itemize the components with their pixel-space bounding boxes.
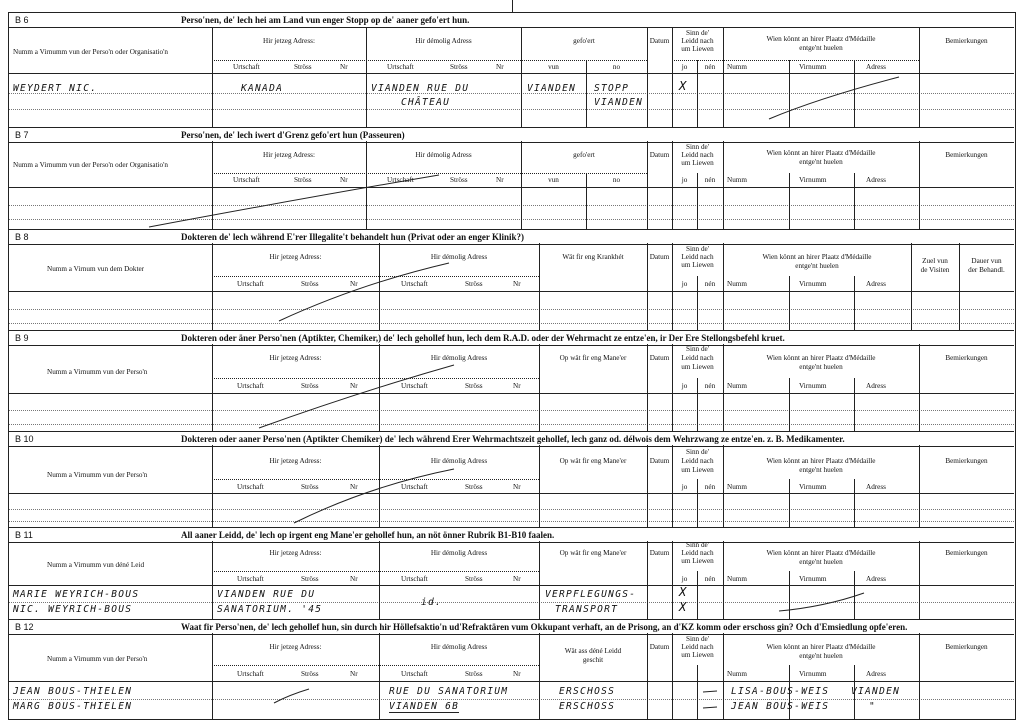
nr-label: Nr (513, 382, 521, 390)
sinn-header-1: Sinn de' (685, 448, 710, 456)
section-b6 (9, 13, 1014, 127)
adress-label: Adress (866, 382, 886, 390)
wien-header-2: entge'nt huelen (799, 363, 843, 371)
urtschaft-label: Urtschaft (237, 280, 264, 288)
nr-label: Nr (350, 382, 358, 390)
sinn-header-3: um Liewen (681, 557, 714, 565)
entry-name-2: MARG BOUS-THIELEN (13, 701, 133, 712)
section-code: B 10 (15, 434, 34, 444)
bemierkungen-header: Bemierkungen (945, 151, 988, 159)
nen-label: nén (704, 382, 716, 390)
wien-header-2: entge'nt huelen (799, 652, 843, 660)
adress-label: Adress (866, 483, 886, 491)
zuel-header-2: de Visiten (920, 266, 950, 274)
sinn-header-1: Sinn de' (685, 245, 710, 253)
section-code: B 11 (15, 530, 33, 540)
stross-label: Ströss (301, 670, 319, 678)
stross-label: Ströss (294, 176, 312, 184)
strike-line (9, 431, 1014, 527)
entry-name-1: JEAN BOUS-THIELEN (13, 686, 133, 697)
first-col-header: Numm a Virnumm vun der Perso'n oder Organisatio'n (13, 161, 169, 169)
entry-manner-2: TRANSPORT (555, 604, 619, 615)
entry-name-2: NIC. WEYRICH-BOUS (13, 604, 133, 615)
sinn-header-2: Leidd nach (681, 151, 714, 159)
section-code: B 6 (15, 15, 29, 25)
nr-label: Nr (513, 670, 521, 678)
hir-demolig-header: Hir démolig Adress (430, 354, 488, 362)
nr-label: Nr (513, 575, 521, 583)
wien-header-2: entge'nt huelen (799, 558, 843, 566)
nr-label: Nr (350, 575, 358, 583)
jo-label: jo (681, 176, 688, 184)
strike-line (9, 527, 1014, 619)
entry-numm-1: LISA-BOUS-WEIS (731, 686, 830, 697)
sinn-header-3: um Liewen (681, 466, 714, 474)
section-title: Dokteren oder äner Perso'nen (Aptikter, Chemiker,) de' lech gehollef hun, lech dem R.A.D. oder der Wehrmacht ze entze'en, ir Der Ere Stellongsbefehl kruet. (181, 333, 785, 343)
manner-header: Op wät fir eng Mane'er (559, 549, 627, 557)
urtschaft-label: Urtschaft (387, 176, 414, 184)
first-col-header: Numm a Virnumm vun déné Leid (47, 561, 145, 569)
nr-label: Nr (350, 280, 358, 288)
wien-header-2: entge'nt huelen (795, 262, 839, 270)
virnumm-label: Virnumm (799, 63, 827, 71)
section-title: Dokteren de' lech während E'rer Illegalite't behandelt hun (Privat oder an enger Klinik?) (181, 232, 525, 242)
numm-label: Numm (727, 63, 747, 71)
nen-label: nén (704, 63, 716, 71)
entry-name: WEYDERT NIC. (13, 83, 98, 94)
sinn-header-1: Sinn de' (685, 29, 710, 37)
vun-label: vun (548, 63, 559, 71)
wien-header-1: Wien könnt an hirer Plaatz d'Médaille (766, 35, 876, 43)
adress-label: Adress (866, 670, 886, 678)
first-col-header: Numm a Virnumm vun der Perso'n (47, 471, 148, 479)
vun-label: vun (548, 176, 559, 184)
hir-jetzeg-header: Hir jetzeg Adress: (263, 151, 315, 159)
entry-jo-mark-2: X (679, 600, 688, 614)
urtschaft-label: Urtschaft (237, 670, 264, 678)
manner-header: Op wät fir eng Mane'er (559, 457, 627, 465)
first-col-header: Numm a Virnumm vun der Perso'n (47, 368, 148, 376)
hir-jetzeg-header: Hir jetzeg Adress: (269, 253, 322, 261)
strike-line (9, 13, 1014, 127)
sinn-header-1: Sinn de' (685, 143, 710, 151)
gefo-ert-header: gefo'ert (573, 151, 595, 159)
jo-label: jo (681, 280, 688, 288)
first-col-header: Numm a Virnumm vun der Perso'n oder Organisatio'n (13, 48, 169, 56)
first-col-header: Numm a Virnum vun dem Dokter (47, 265, 145, 273)
nr-label: Nr (340, 176, 348, 184)
sinn-header-3: um Liewen (681, 159, 714, 167)
section-code: B 7 (15, 130, 29, 140)
stross-label: Ströss (465, 670, 483, 678)
urtschaft-label: Urtschaft (233, 176, 260, 184)
entry-jetzeg-2: SANATORIUM. '45 (217, 604, 323, 615)
wat-ass-header-2: geschit (582, 656, 604, 664)
sinn-header-2: Leidd nach (681, 253, 714, 261)
wien-header-1: Wien könnt an hirer Plaatz d'Médaille (766, 457, 876, 465)
virnumm-label: Virnumm (799, 176, 827, 184)
adress-label: Adress (866, 176, 886, 184)
section-code: B 12 (15, 622, 34, 632)
bemierkungen-header: Bemierkungen (945, 549, 988, 557)
wat-ass-header-1: Wät ass déné Leidd (564, 647, 622, 655)
stross-label: Ströss (465, 382, 483, 390)
jo-label: jo (681, 483, 688, 491)
nen-label: nén (704, 280, 716, 288)
nr-label: Nr (513, 483, 521, 491)
jo-label: jo (681, 575, 688, 583)
hir-jetzeg-header: Hir jetzeg Adress: (269, 643, 322, 651)
nen-label: nén (704, 575, 716, 583)
section-b10 (9, 431, 1014, 527)
wien-header-1: Wien könnt an hirer Plaatz d'Médaille (766, 149, 876, 157)
numm-label: Numm (727, 483, 747, 491)
wien-header-1: Wien könnt an hirer Plaatz d'Médaille (762, 253, 872, 261)
strike-line (9, 229, 1014, 330)
hir-jetzeg-header: Hir jetzeg Adress: (263, 37, 315, 45)
sinn-header-2: Leidd nach (681, 457, 714, 465)
hir-jetzeg-header: Hir jetzeg Adress: (269, 457, 322, 465)
nr-label: Nr (513, 280, 521, 288)
virnumm-label: Virnumm (799, 280, 827, 288)
urtschaft-label: Urtschaft (401, 382, 428, 390)
entry-no-1: STOPP (594, 83, 630, 94)
sinn-header-3: um Liewen (681, 261, 714, 269)
zuel-header-1: Zuel vun (922, 257, 948, 265)
nr-label: Nr (350, 483, 358, 491)
urtschaft-label: Urtschaft (401, 575, 428, 583)
no-label: no (612, 176, 621, 184)
nen-label: nén (704, 176, 716, 184)
bemierkungen-header: Bemierkungen (945, 37, 988, 45)
nr-label: Nr (496, 176, 504, 184)
section-code: B 9 (15, 333, 29, 343)
stross-label: Ströss (450, 176, 468, 184)
urtschaft-label: Urtschaft (233, 63, 260, 71)
first-col-header: Numm a Virnumm vun der Perso'n (47, 655, 148, 663)
urtschaft-label: Urtschaft (401, 483, 428, 491)
stross-label: Ströss (465, 280, 483, 288)
section-title: All aaner Leidd, de' lech op irgent eng Mane'er gehollef hun, an nöt önner Rubrik B1-B10 faalen. (181, 530, 555, 540)
entry-jetzeg: KANADA (241, 83, 284, 94)
numm-label: Numm (727, 670, 747, 678)
entry-demolig-1: RUE DU SANATORIUM (389, 686, 509, 697)
entry-wat-1: ERSCHOSS (559, 686, 616, 697)
wien-header-2: entge'nt huelen (799, 158, 843, 166)
stross-label: Ströss (301, 575, 319, 583)
section-title: Waat fir Perso'nen, de' lech gehollef hun, sin durch hir Höllefsaktio'n ud'Refraktären vum Okkupant verhaft, an de Prisong, an d'KZ komm oder erschoss gin? Och d'Emsiedlung opfe'eren. (181, 622, 908, 632)
section-b8 (9, 229, 1014, 330)
section-title: Perso'nen, de' lech iwert d'Grenz gefo'ert hun (Passeuren) (181, 130, 405, 140)
sinn-header-3: um Liewen (681, 363, 714, 371)
entry-jo-mark: X (679, 79, 688, 93)
jo-label: jo (681, 63, 688, 71)
numm-label: Numm (727, 280, 747, 288)
datum-header: Datum (649, 549, 670, 557)
section-code: B 8 (15, 232, 29, 242)
virnumm-label: Virnumm (799, 382, 827, 390)
entry-demolig: id. (421, 597, 443, 608)
stross-label: Ströss (294, 63, 312, 71)
urtschaft-label: Urtschaft (237, 483, 264, 491)
entry-name-1: MARIE WEYRICH-BOUS (13, 589, 140, 600)
entry-jetzeg-1: VIANDEN RUE DU (217, 589, 316, 600)
wien-header-2: entge'nt huelen (799, 44, 843, 52)
strike-line (9, 330, 1014, 431)
stross-label: Ströss (465, 483, 483, 491)
form-sheet (8, 12, 1016, 720)
stross-label: Ströss (301, 382, 319, 390)
datum-header: Datum (649, 643, 670, 651)
nr-label: Nr (496, 63, 504, 71)
hir-demolig-header: Hir démolig Adress (430, 253, 488, 261)
virnumm-label: Virnumm (799, 575, 827, 583)
hir-demolig-header: Hir démolig Adress (430, 549, 488, 557)
numm-label: Numm (727, 575, 747, 583)
hir-demolig-header: Hir démolig Adress (415, 151, 472, 159)
stross-label: Ströss (465, 575, 483, 583)
section-b9 (9, 330, 1014, 431)
krankhet-header: Wät fir eng Krankhét (562, 253, 624, 261)
urtschaft-label: Urtschaft (387, 63, 414, 71)
hir-jetzeg-header: Hir jetzeg Adress: (269, 549, 322, 557)
jo-label: jo (681, 382, 688, 390)
section-b11 (9, 527, 1014, 619)
entry-no-2: VIANDEN (594, 97, 644, 108)
sinn-header-2: Leidd nach (681, 354, 714, 362)
wien-header-1: Wien könnt an hirer Plaatz d'Médaille (766, 354, 876, 362)
strike-marks (9, 619, 1014, 719)
section-b12 (9, 619, 1014, 719)
gefo-ert-header: gefo'ert (573, 37, 595, 45)
sinn-header-3: um Liewen (681, 651, 714, 659)
bemierkungen-header: Bemierkungen (945, 643, 988, 651)
hir-jetzeg-header: Hir jetzeg Adress: (269, 354, 322, 362)
bemierkungen-header: Bemierkungen (945, 457, 988, 465)
sinn-header-2: Leidd nach (681, 643, 714, 651)
no-label: no (612, 63, 621, 71)
virnumm-label: Virnumm (799, 670, 827, 678)
urtschaft-label: Urtschaft (401, 280, 428, 288)
sinn-header-1: Sinn de' (685, 345, 710, 353)
urtschaft-label: Urtschaft (401, 670, 428, 678)
section-title: Dokteren oder aaner Perso'nen (Aptikter Chemiker) de' lech während Erer Wehrmachtszeit gehollef, lech ganz od. délwois dem Wehrzwang ze entze'en. z. B. Medikamenter. (181, 434, 845, 444)
entry-demolig-2: VIANDEN 6B (389, 701, 460, 712)
dauer-header-2: der Behandl. (968, 266, 1005, 274)
entry-demolig-1: VIANDEN RUE DU (371, 83, 470, 94)
strike-line (9, 127, 1014, 229)
datum-header: Datum (649, 253, 670, 261)
hir-demolig-header: Hir démolig Adress (430, 643, 488, 651)
stross-label: Ströss (301, 280, 319, 288)
entry-jo-mark-1: X (679, 585, 688, 599)
dauer-header-1: Dauer vun (971, 257, 1002, 265)
adress-label: Adress (866, 575, 886, 583)
top-tick-mark (512, 0, 513, 12)
urtschaft-label: Urtschaft (237, 575, 264, 583)
manner-header: Op wät fir eng Mane'er (559, 354, 627, 362)
entry-vun: VIANDEN (527, 83, 577, 94)
adress-label: Adress (866, 63, 886, 71)
urtschaft-label: Urtschaft (237, 382, 264, 390)
hir-demolig-header: Hir démolig Adress (430, 457, 488, 465)
datum-header: Datum (649, 151, 670, 159)
stross-label: Ströss (450, 63, 468, 71)
wien-header-1: Wien könnt an hirer Plaatz d'Médaille (766, 643, 876, 651)
sinn-header-2: Leidd nach (681, 549, 714, 557)
datum-header: Datum (649, 37, 670, 45)
nen-label: nén (704, 483, 716, 491)
sinn-header-1: Sinn de' (685, 635, 710, 643)
bemierkungen-header: Bemierkungen (945, 354, 988, 362)
section-title: Perso'nen, de' lech hei am Land vun enger Stopp op de' aaner gefo'ert hun. (181, 15, 470, 25)
numm-label: Numm (727, 382, 747, 390)
entry-demolig-2: CHÂTEAU (401, 97, 451, 108)
numm-label: Numm (727, 176, 747, 184)
sinn-header-3: um Liewen (681, 45, 714, 53)
hir-demolig-header: Hir démolig Adress (415, 37, 472, 45)
entry-numm-2: JEAN BOUS-WEIS (731, 701, 830, 712)
sinn-header-2: Leidd nach (681, 37, 714, 45)
datum-header: Datum (649, 457, 670, 465)
datum-header: Datum (649, 354, 670, 362)
virnumm-label: Virnumm (799, 483, 827, 491)
nr-label: Nr (340, 63, 348, 71)
entry-wat-2: ERSCHOSS (559, 701, 616, 712)
entry-adress-1: VIANDEN (851, 686, 901, 697)
section-b7 (9, 127, 1014, 229)
sinn-header-1: Sinn de' (685, 541, 710, 549)
entry-adress-2: " (869, 701, 877, 712)
adress-label: Adress (866, 280, 886, 288)
nr-label: Nr (350, 670, 358, 678)
entry-manner-1: VERPFLEGUNGS- (545, 589, 637, 600)
wien-header-2: entge'nt huelen (799, 466, 843, 474)
wien-header-1: Wien könnt an hirer Plaatz d'Médaille (766, 549, 876, 557)
stross-label: Ströss (301, 483, 319, 491)
